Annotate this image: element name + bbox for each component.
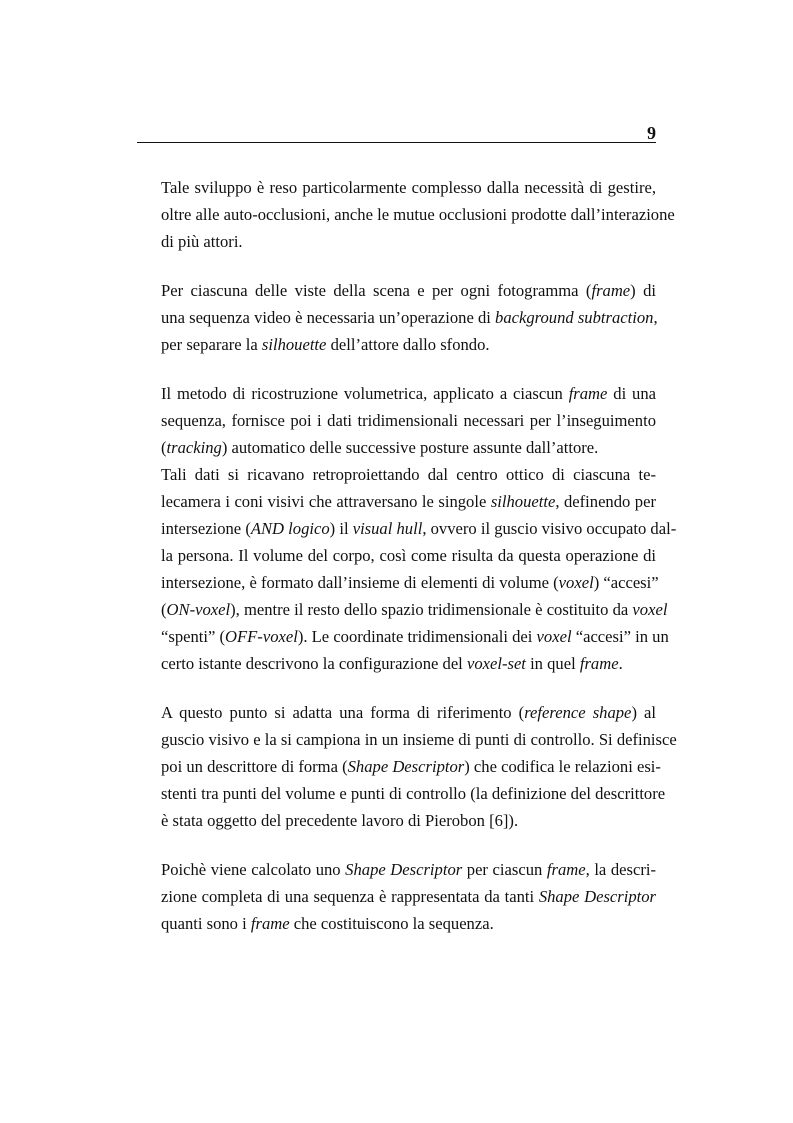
- text-line: [137, 753, 661, 780]
- text-run: Poichè viene calcolato uno: [161, 860, 346, 879]
- emphasis: frame: [250, 914, 290, 933]
- text-line: [137, 407, 656, 434]
- emphasis: voxel-set: [466, 654, 526, 673]
- emphasis: background subtraction: [495, 308, 654, 327]
- text-run: , ovvero il guscio visivo occupato dal-: [422, 519, 677, 538]
- emphasis: tracking: [166, 438, 222, 457]
- text-run: (: [161, 600, 167, 619]
- text-run: Il metodo di ricostruzione volumetrica, applicato a ciascun: [161, 384, 569, 403]
- emphasis: Shape Descriptor: [345, 860, 463, 879]
- text-run: A questo punto si adatta una forma di riferimento (: [161, 703, 525, 722]
- text-run: in quel: [525, 654, 580, 673]
- paragraph-4: [137, 461, 677, 677]
- text-line: [137, 596, 668, 623]
- text-run: poi un descrittore di forma (: [161, 757, 348, 776]
- text-line: [137, 807, 656, 834]
- text-run: stenti tra punti del volume e punti di controllo (la definizione del descrittore: [161, 784, 666, 803]
- text-run: ) al: [631, 703, 657, 722]
- text-run: ) “accesi”: [593, 573, 659, 592]
- text-line: [137, 488, 656, 515]
- emphasis: frame: [546, 860, 586, 879]
- text-run: , definendo per: [555, 492, 656, 511]
- text-line: [137, 726, 677, 753]
- emphasis: frame: [568, 384, 608, 403]
- emphasis: silhouette: [490, 492, 556, 511]
- text-run: una sequenza video è necessaria un’operazione di: [161, 308, 496, 327]
- text-run: Tale sviluppo è reso particolarmente complesso dalla necessità di gestire,: [161, 178, 656, 197]
- paragraph-6: [137, 856, 656, 937]
- emphasis: ON-voxel: [166, 600, 231, 619]
- text-line: [137, 434, 656, 461]
- emphasis: AND logico: [250, 519, 330, 538]
- emphasis: visual hull: [352, 519, 423, 538]
- text-run: (: [161, 438, 167, 457]
- text-run: guscio visivo e la si campiona in un insieme di punti di controllo. Si definisce: [161, 730, 677, 749]
- text-run: ) di: [630, 281, 656, 300]
- text-run: Per ciascuna delle viste della scena e per ogni fotogramma (: [161, 281, 592, 300]
- emphasis: OFF-voxel: [225, 627, 298, 646]
- text-line: [137, 780, 666, 807]
- text-run: oltre alle auto-occlusioni, anche le mutue occlusioni prodotte dall’interazione: [161, 205, 675, 224]
- text-run: “spenti” (: [161, 627, 226, 646]
- emphasis: voxel: [558, 573, 594, 592]
- text-line: [137, 883, 656, 910]
- text-run: intersezione (: [161, 519, 251, 538]
- text-line: [137, 380, 656, 407]
- text-run: ), mentre il resto dello spazio tridimensionale è costituito da: [230, 600, 633, 619]
- text-line: [137, 699, 656, 726]
- text-run: dell’attore dallo sfondo.: [326, 335, 490, 354]
- text-run: certo istante descrivono la configurazione del: [161, 654, 467, 673]
- text-run: zione completa di una sequenza è rappresentata da tanti: [161, 887, 539, 906]
- paragraph-3: [137, 380, 656, 461]
- text-line: [137, 542, 656, 569]
- text-run: intersezione, è formato dall’insieme di elementi di volume (: [161, 573, 559, 592]
- text-line: [137, 174, 656, 201]
- text-run: che costituiscono la sequenza.: [289, 914, 494, 933]
- paragraph-5: [137, 699, 677, 834]
- text-run: “accesi” in un: [571, 627, 669, 646]
- text-line: [137, 910, 656, 937]
- text-run: per ciascun: [462, 860, 547, 879]
- text-line: [137, 461, 656, 488]
- text-run: ) il: [329, 519, 353, 538]
- emphasis: Shape Descriptor: [538, 887, 656, 906]
- text-run: per separare la: [161, 335, 262, 354]
- emphasis: reference shape: [524, 703, 632, 722]
- text-line: [137, 623, 669, 650]
- text-line: [137, 856, 656, 883]
- text-run: di una: [607, 384, 656, 403]
- body-text: [137, 174, 677, 937]
- text-line: [137, 228, 656, 255]
- text-run: , la descri-: [585, 860, 657, 879]
- text-run: quanti sono i: [161, 914, 251, 933]
- emphasis: voxel: [536, 627, 572, 646]
- text-line: [137, 515, 677, 542]
- paragraph-2: [137, 277, 656, 358]
- text-line: [137, 304, 656, 331]
- paragraph-1: [137, 174, 675, 255]
- text-run: ) automatico delle successive posture assunte dall’attore.: [221, 438, 599, 457]
- text-run: Tali dati si ricavano retroproiettando dal centro ottico di ciascuna te-: [161, 465, 656, 484]
- text-run: la persona. Il volume del corpo, così come risulta da questa operazione di: [161, 546, 656, 565]
- text-run: ) che codifica le relazioni esi-: [464, 757, 661, 776]
- text-line: [137, 650, 656, 677]
- text-line: [137, 201, 675, 228]
- text-run: ). Le coordinate tridimensionali dei: [297, 627, 537, 646]
- emphasis: silhouette: [261, 335, 327, 354]
- text-run: sequenza, fornisce poi i dati tridimensionali necessari per l’inseguimento: [161, 411, 656, 430]
- text-line: [137, 277, 656, 304]
- text-run: ,: [653, 308, 658, 327]
- text-run: lecamera i coni visivi che attraversano le singole: [161, 492, 491, 511]
- emphasis: Shape Descriptor: [347, 757, 465, 776]
- emphasis: frame: [591, 281, 631, 300]
- emphasis: frame: [579, 654, 619, 673]
- page-number: 9: [647, 123, 656, 143]
- text-line: [137, 331, 656, 358]
- text-run: di più attori.: [161, 232, 243, 251]
- emphasis: voxel: [632, 600, 668, 619]
- text-run: è stata oggetto del precedente lavoro di Pierobon [6]).: [161, 811, 519, 830]
- header-rule: [137, 142, 656, 143]
- text-line: [137, 569, 659, 596]
- text-run: .: [618, 654, 623, 673]
